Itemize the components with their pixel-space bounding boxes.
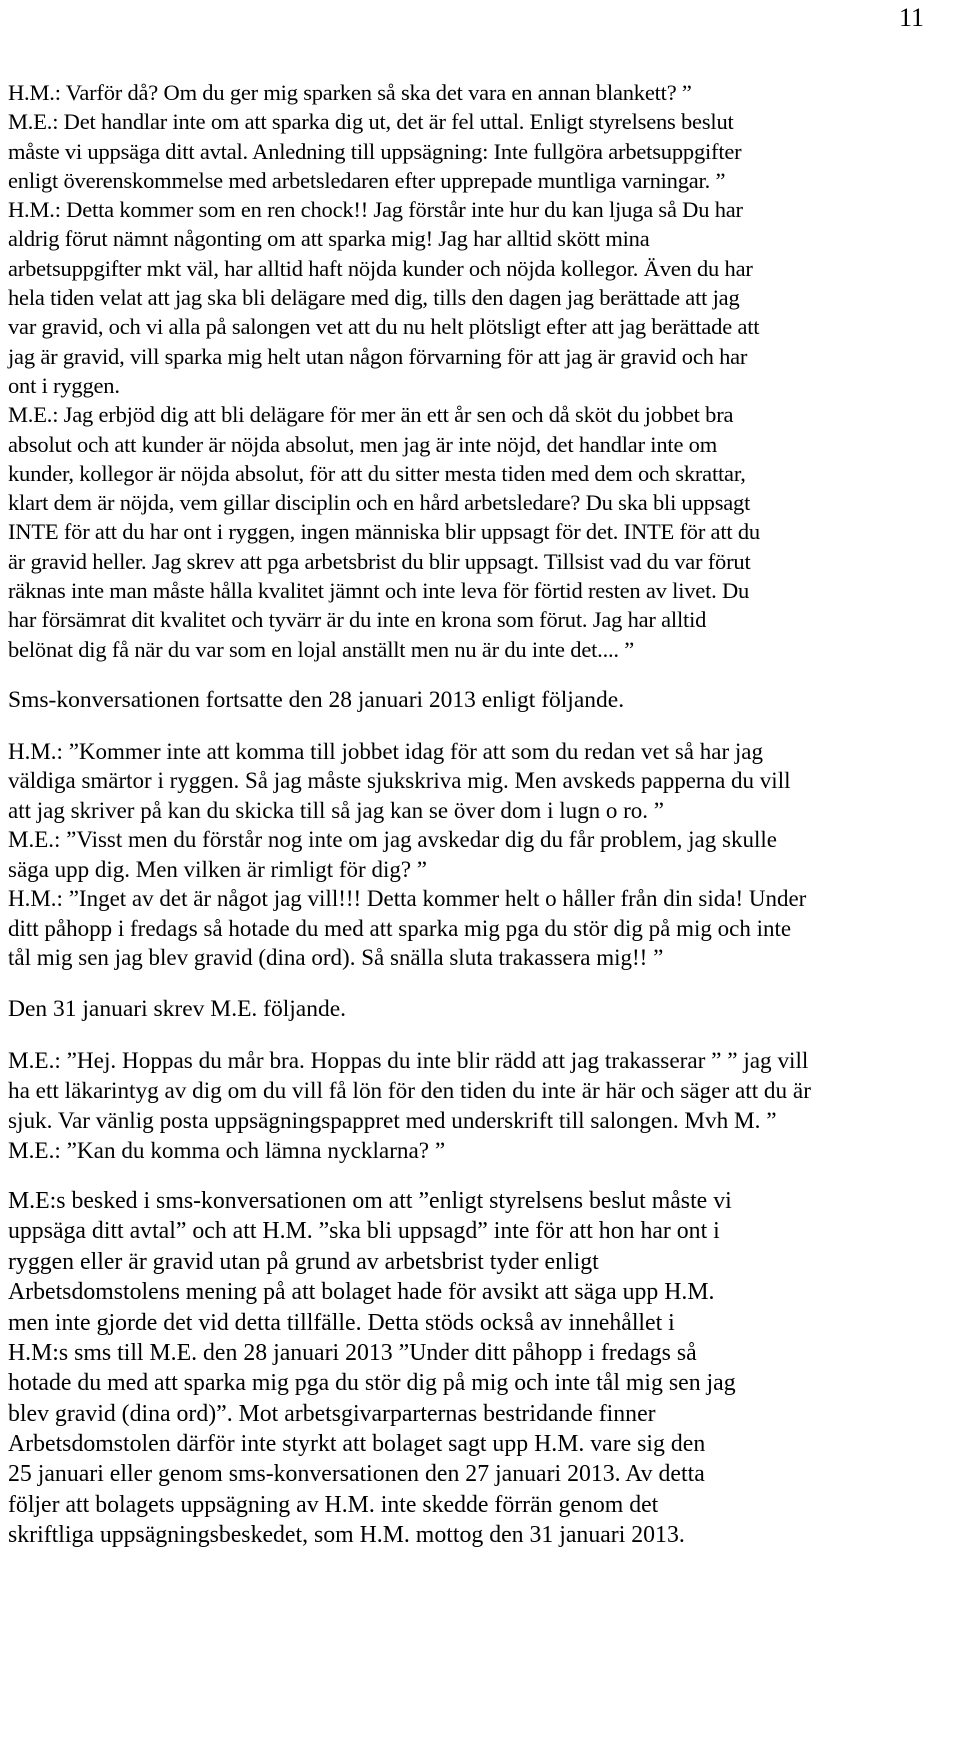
paragraph-gap — [8, 664, 956, 685]
text-line: H.M.: Detta kommer som en ren chock!! Jag förstår inte hur du kan ljuga så Du har — [8, 197, 743, 223]
heading-line: Sms-konversationen fortsatte den 28 januari 2013 enligt följande. — [8, 686, 625, 713]
heading-line: Den 31 januari skrev M.E. följande. — [8, 995, 347, 1022]
text-line: räknas inte man måste hålla kvalitet jämnt och inte leva för förtid resten av livet. Du — [8, 578, 750, 604]
text-line: Arbetsdomstolens mening på att bolaget hade för avsikt att säga upp H.M. — [8, 1279, 715, 1306]
text-line: M.E.: Det handlar inte om att sparka dig ut, det är fel uttal. Enligt styrelsens beslut — [8, 109, 734, 135]
text-line: M.E.: ”Hej. Hoppas du mår bra. Hoppas du inte blir rädd att jag trakasserar ” ” jag vill — [8, 1047, 809, 1074]
page-content — [8, 78, 956, 1551]
text-line: belönat dig få när du var som en lojal anställt men nu är du inte det.... ” — [8, 636, 635, 662]
text-line: tål mig sen jag blev gravid (dina ord). Så snälla sluta trakassera mig!! ” — [8, 945, 664, 971]
text-line: kunder, kollegor är nöjda absolut, för att du sitter mesta tiden med dem och skrattar, — [8, 460, 746, 486]
text-line: ditt påhopp i fredags så hotade du med att sparka mig pga du stör dig på mig och inte — [8, 915, 792, 941]
text-line: men inte gjorde det vid detta tillfälle. Detta stöds också av innehållet i — [8, 1309, 675, 1336]
section-heading-31-january — [8, 994, 956, 1025]
text-line: M.E.: ”Visst men du förstår nog inte om jag avskedar dig du får problem, jag skulle — [8, 827, 777, 853]
paragraph-gap — [8, 716, 956, 737]
text-line: M.E.: Jag erbjöd dig att bli delägare för mer än ett år sen och då sköt du jobbet bra — [8, 402, 734, 428]
text-line: var gravid, och vi alla på salongen vet att du nu helt plötsligt efter att jag berättade att — [8, 314, 760, 340]
text-line: jag är gravid, vill sparka mig helt utan någon förvarning för att jag är gravid och har — [8, 343, 748, 369]
text-line: Arbetsdomstolen därför inte styrkt att bolaget sagt upp H.M. vare sig den — [8, 1431, 706, 1458]
text-line: enligt överenskommelse med arbetsledaren efter upprepade muntliga varningar. ” — [8, 167, 726, 193]
text-line: absolut och att kunder är nöjda absolut, men jag är inte nöjd, det handlar inte om — [8, 431, 718, 457]
text-line: blev gravid (dina ord)”. Mot arbetsgivarparternas bestridande finner — [8, 1400, 656, 1427]
text-line: sjuk. Var vänlig posta uppsägningspappret med underskrift till salongen. Mvh M. ” — [8, 1107, 777, 1134]
paragraph-gap — [8, 1166, 956, 1186]
text-line: H.M.: Varför då? Om du ger mig sparken så ska det vara en annan blankett? ” — [8, 80, 692, 105]
text-line: ryggen eller är gravid utan på grund av arbetsbrist tyder enligt — [8, 1248, 599, 1275]
text-line: H.M:s sms till M.E. den 28 januari 2013 ”Under ditt påhopp i fredags så — [8, 1339, 697, 1366]
sms-exchange-28-january — [8, 737, 956, 973]
sms-exchange-part-1 — [8, 78, 956, 664]
text-line: ont i ryggen. — [8, 372, 120, 398]
text-line: måste vi uppsäga ditt avtal. Anledning till uppsägning: Inte fullgöra arbetsuppgifter — [8, 138, 742, 164]
text-line: hotade du med att sparka mig pga du stör dig på mig och inte tål mig sen jag — [8, 1370, 736, 1397]
text-line: ha ett läkarintyg av dig om du vill få lön för den tiden du inte är här och säger att du är — [8, 1077, 811, 1104]
text-line: 25 januari eller genom sms-konversationen den 27 januari 2013. Av detta — [8, 1461, 705, 1488]
text-line: följer att bolagets uppsägning av H.M. inte skedde förrän genom det — [8, 1491, 659, 1518]
paragraph-gap — [8, 1025, 956, 1046]
text-line: har försämrat dit kvalitet och tyvärr är du inte en krona som förut. Jag har alltid — [8, 607, 707, 633]
text-line: hela tiden velat att jag ska bli delägare med dig, tills den dagen jag berättade att jag — [8, 285, 740, 311]
text-line: arbetsuppgifter mkt väl, har alltid haft nöjda kunder och nöjda kollegor. Även du har — [8, 255, 753, 281]
text-line: säga upp dig. Men vilken är rimligt för dig? ” — [8, 856, 428, 882]
text-line: M.E.: ”Kan du komma och lämna nycklarna? ” — [8, 1137, 446, 1164]
text-line: klart dem är nöjda, vem gillar disciplin och en hård arbetsledare? Du ska bli uppsagt — [8, 490, 751, 516]
page-number: 11 — [898, 3, 924, 32]
paragraph-gap — [8, 973, 956, 994]
text-line: H.M.: ”Inget av det är något jag vill!!! Detta kommer helt o håller från din sida! Under — [8, 886, 807, 912]
text-line: INTE för att du har ont i ryggen, ingen människa blir uppsagt för det. INTE för att du — [8, 519, 760, 545]
text-line: uppsäga ditt avtal” och att H.M. ”ska bli uppsagd” inte för att hon har ont i — [8, 1218, 720, 1245]
court-assessment-paragraph — [8, 1186, 956, 1551]
text-line: M.E:s besked i sms-konversationen om att ”enligt styrelsens beslut måste vi — [8, 1187, 732, 1214]
text-line: att jag skriver på kan du skicka till så jag kan se över dom i lugn o ro. ” — [8, 797, 664, 823]
text-line: skriftliga uppsägningsbeskedet, som H.M. mottog den 31 januari 2013. — [8, 1522, 685, 1549]
section-heading-sms-28-january — [8, 685, 956, 716]
text-line: är gravid heller. Jag skrev att pga arbetsbrist du blir uppsagt. Tillsist vad du var förut — [8, 548, 751, 574]
sms-exchange-31-january — [8, 1046, 956, 1166]
text-line: H.M.: ”Kommer inte att komma till jobbet idag för att som du redan vet så har jag — [8, 738, 763, 764]
text-line: väldiga smärtor i ryggen. Så jag måste sjukskriva mig. Men avskeds papperna du vill — [8, 768, 791, 794]
text-line: aldrig förut nämnt någonting om att sparka mig! Jag har alltid skött mina — [8, 226, 650, 252]
